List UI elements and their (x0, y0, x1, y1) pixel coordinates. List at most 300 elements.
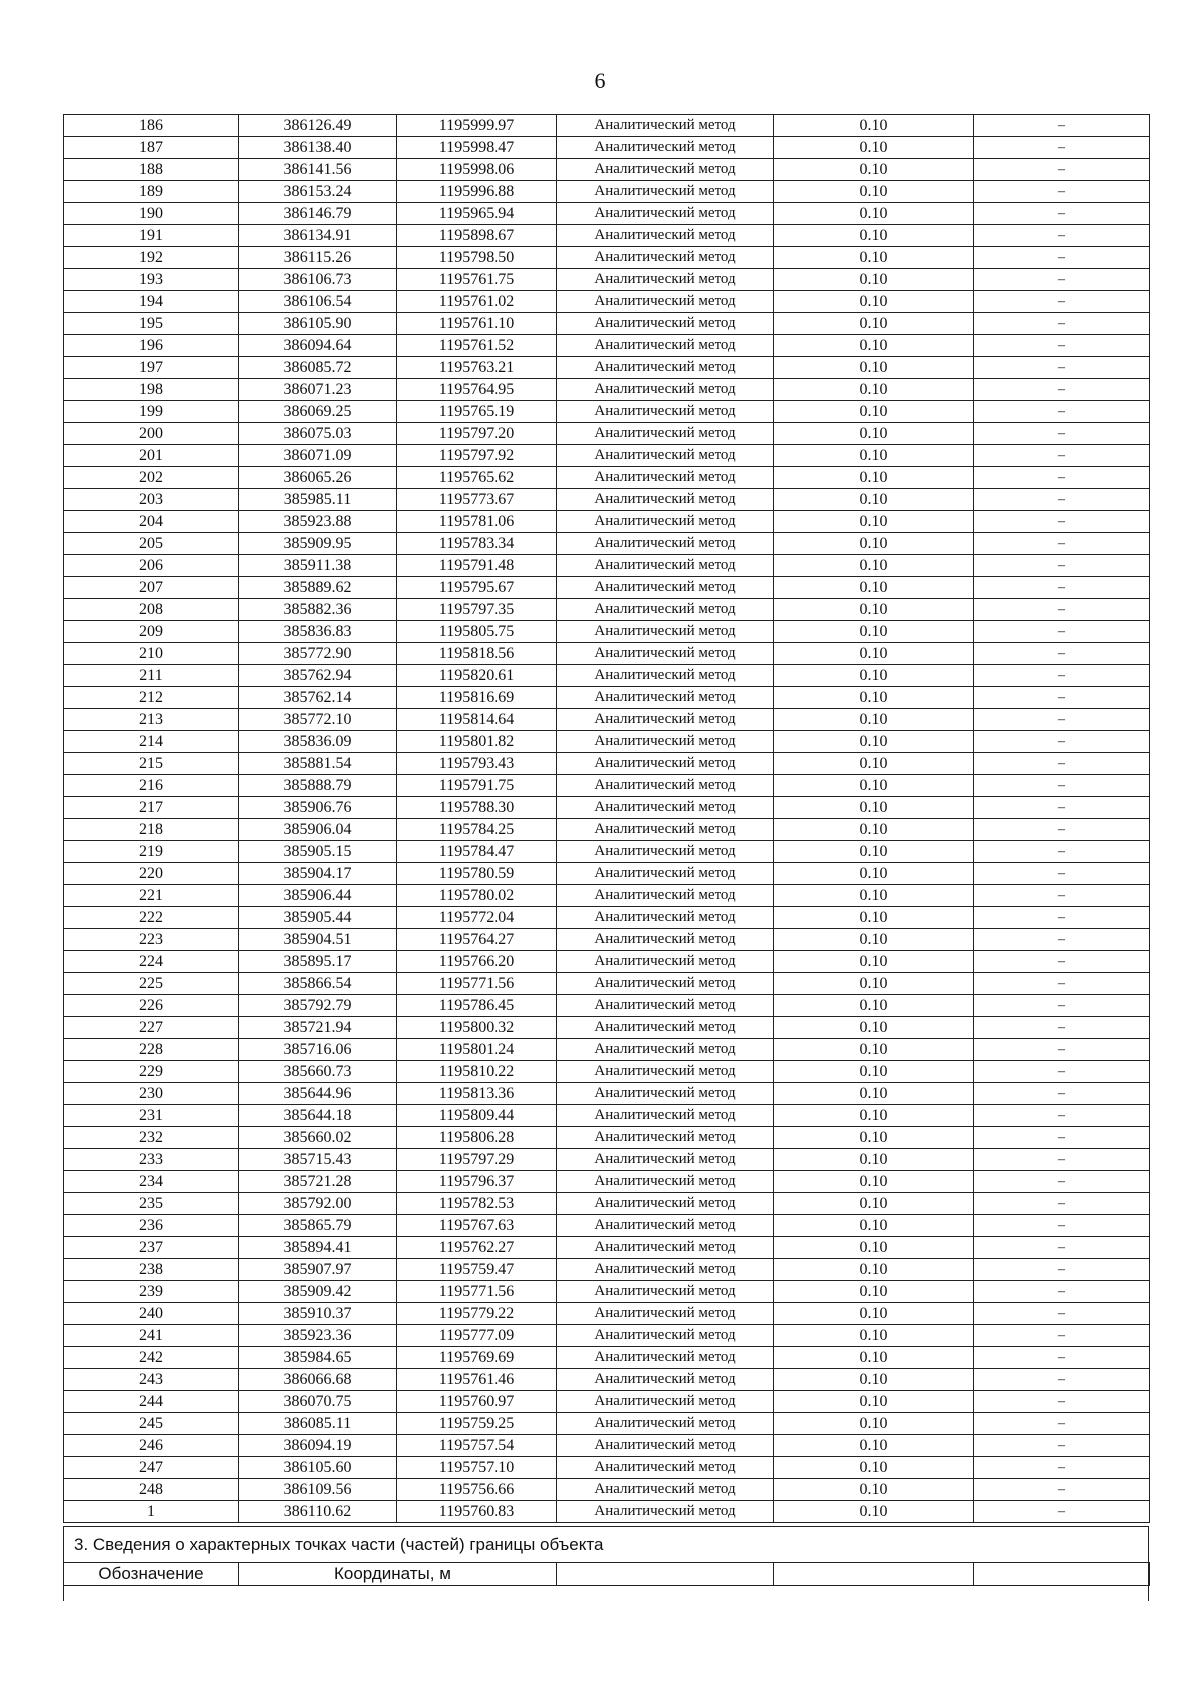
method-cell: Аналитический метод (557, 1149, 774, 1171)
note-cell: – (974, 1281, 1150, 1303)
table-row (64, 137, 1150, 159)
accuracy-cell: 0.10 (774, 577, 974, 599)
x-coordinate-cell: 386106.54 (239, 291, 397, 313)
table-row (64, 863, 1150, 885)
table-row (64, 1413, 1150, 1435)
point-number-cell: 245 (64, 1413, 239, 1435)
table-row (64, 1083, 1150, 1105)
note-cell: – (974, 1083, 1150, 1105)
x-coordinate-cell: 386075.03 (239, 423, 397, 445)
accuracy-cell: 0.10 (774, 995, 974, 1017)
y-coordinate-cell: 1195769.69 (397, 1347, 557, 1369)
table-row (64, 1171, 1150, 1193)
note-cell: – (974, 1435, 1150, 1457)
point-number-cell: 197 (64, 357, 239, 379)
method-cell: Аналитический метод (557, 643, 774, 665)
table-row (64, 489, 1150, 511)
method-cell: Аналитический метод (557, 577, 774, 599)
y-coordinate-cell: 1195763.21 (397, 357, 557, 379)
point-number-cell: 238 (64, 1259, 239, 1281)
table-row (64, 357, 1150, 379)
y-coordinate-cell: 1195805.75 (397, 621, 557, 643)
accuracy-cell: 0.10 (774, 753, 974, 775)
accuracy-cell: 0.10 (774, 885, 974, 907)
point-number-cell: 213 (64, 709, 239, 731)
method-cell: Аналитический метод (557, 489, 774, 511)
method-cell: Аналитический метод (557, 819, 774, 841)
y-coordinate-cell: 1195998.47 (397, 137, 557, 159)
empty-header-cell (974, 1563, 1150, 1586)
x-coordinate-cell: 385836.83 (239, 621, 397, 643)
method-cell: Аналитический метод (557, 313, 774, 335)
note-cell: – (974, 1479, 1150, 1501)
accuracy-cell: 0.10 (774, 291, 974, 313)
point-number-cell: 216 (64, 775, 239, 797)
y-coordinate-cell: 1195813.36 (397, 1083, 557, 1105)
accuracy-cell: 0.10 (774, 467, 974, 489)
table-row (64, 643, 1150, 665)
point-number-cell: 209 (64, 621, 239, 643)
accuracy-cell: 0.10 (774, 269, 974, 291)
method-cell: Аналитический метод (557, 621, 774, 643)
method-cell: Аналитический метод (557, 115, 774, 137)
method-cell: Аналитический метод (557, 1281, 774, 1303)
point-number-cell: 235 (64, 1193, 239, 1215)
accuracy-cell: 0.10 (774, 775, 974, 797)
accuracy-cell: 0.10 (774, 665, 974, 687)
table-row (64, 907, 1150, 929)
table-row (64, 1325, 1150, 1347)
y-coordinate-cell: 1195795.67 (397, 577, 557, 599)
x-coordinate-cell: 386094.64 (239, 335, 397, 357)
y-coordinate-cell: 1195820.61 (397, 665, 557, 687)
accuracy-cell: 0.10 (774, 1435, 974, 1457)
y-coordinate-cell: 1195783.34 (397, 533, 557, 555)
y-coordinate-cell: 1195767.63 (397, 1215, 557, 1237)
note-cell: – (974, 335, 1150, 357)
y-coordinate-cell: 1195761.46 (397, 1369, 557, 1391)
x-coordinate-cell: 385721.94 (239, 1017, 397, 1039)
table-row (64, 1127, 1150, 1149)
x-coordinate-cell: 385792.00 (239, 1193, 397, 1215)
note-cell: – (974, 269, 1150, 291)
method-cell: Аналитический метод (557, 1061, 774, 1083)
table-row (64, 1281, 1150, 1303)
note-cell: – (974, 841, 1150, 863)
method-cell: Аналитический метод (557, 247, 774, 269)
x-coordinate-cell: 386138.40 (239, 137, 397, 159)
table-row (64, 1237, 1150, 1259)
section-3-title: 3. Сведения о характерных точках части (частей) границы объекта (74, 1535, 604, 1554)
y-coordinate-cell: 1195761.02 (397, 291, 557, 313)
point-number-cell: 225 (64, 973, 239, 995)
note-cell: – (974, 907, 1150, 929)
x-coordinate-cell: 386141.56 (239, 159, 397, 181)
y-coordinate-cell: 1195996.88 (397, 181, 557, 203)
point-number-cell: 196 (64, 335, 239, 357)
point-number-cell: 204 (64, 511, 239, 533)
method-cell: Аналитический метод (557, 973, 774, 995)
x-coordinate-cell: 386134.91 (239, 225, 397, 247)
accuracy-cell: 0.10 (774, 1259, 974, 1281)
note-cell: – (974, 1127, 1150, 1149)
point-number-cell: 193 (64, 269, 239, 291)
y-coordinate-cell: 1195760.83 (397, 1501, 557, 1523)
x-coordinate-cell: 386106.73 (239, 269, 397, 291)
accuracy-cell: 0.10 (774, 1237, 974, 1259)
table-row (64, 819, 1150, 841)
x-coordinate-cell: 385906.44 (239, 885, 397, 907)
y-coordinate-cell: 1195999.97 (397, 115, 557, 137)
table-row (64, 335, 1150, 357)
point-number-cell: 222 (64, 907, 239, 929)
y-coordinate-cell: 1195797.35 (397, 599, 557, 621)
accuracy-cell: 0.10 (774, 599, 974, 621)
x-coordinate-cell: 385881.54 (239, 753, 397, 775)
table-row (64, 1479, 1150, 1501)
accuracy-cell: 0.10 (774, 797, 974, 819)
y-coordinate-cell: 1195756.66 (397, 1479, 557, 1501)
point-number-cell: 247 (64, 1457, 239, 1479)
x-coordinate-cell: 385923.88 (239, 511, 397, 533)
y-coordinate-cell: 1195793.43 (397, 753, 557, 775)
point-number-cell: 195 (64, 313, 239, 335)
method-cell: Аналитический метод (557, 1391, 774, 1413)
x-coordinate-cell: 386085.11 (239, 1413, 397, 1435)
point-number-cell: 233 (64, 1149, 239, 1171)
note-cell: – (974, 1215, 1150, 1237)
section-3-header-row (64, 1563, 1150, 1586)
point-number-cell: 229 (64, 1061, 239, 1083)
method-cell: Аналитический метод (557, 445, 774, 467)
table-row (64, 401, 1150, 423)
note-cell: – (974, 621, 1150, 643)
table-row (64, 841, 1150, 863)
x-coordinate-cell: 385905.15 (239, 841, 397, 863)
accuracy-cell: 0.10 (774, 1347, 974, 1369)
y-coordinate-cell: 1195762.27 (397, 1237, 557, 1259)
x-coordinate-cell: 386070.75 (239, 1391, 397, 1413)
y-coordinate-cell: 1195784.47 (397, 841, 557, 863)
table-row (64, 731, 1150, 753)
table-row (64, 599, 1150, 621)
accuracy-cell: 0.10 (774, 643, 974, 665)
point-number-cell: 207 (64, 577, 239, 599)
point-number-cell: 199 (64, 401, 239, 423)
point-number-cell: 206 (64, 555, 239, 577)
point-number-cell: 188 (64, 159, 239, 181)
y-coordinate-cell: 1195998.06 (397, 159, 557, 181)
point-number-cell: 223 (64, 929, 239, 951)
method-cell: Аналитический метод (557, 203, 774, 225)
note-cell: – (974, 357, 1150, 379)
method-cell: Аналитический метод (557, 357, 774, 379)
point-number-cell: 210 (64, 643, 239, 665)
accuracy-cell: 0.10 (774, 115, 974, 137)
x-coordinate-cell: 385644.96 (239, 1083, 397, 1105)
section-3-header-table (63, 1562, 1150, 1586)
y-coordinate-cell: 1195772.04 (397, 907, 557, 929)
accuracy-cell: 0.10 (774, 1039, 974, 1061)
note-cell: – (974, 643, 1150, 665)
point-number-cell: 217 (64, 797, 239, 819)
point-number-cell: 248 (64, 1479, 239, 1501)
point-number-cell: 189 (64, 181, 239, 203)
x-coordinate-cell: 385772.90 (239, 643, 397, 665)
note-cell: – (974, 137, 1150, 159)
note-cell: – (974, 577, 1150, 599)
point-number-cell: 242 (64, 1347, 239, 1369)
accuracy-cell: 0.10 (774, 687, 974, 709)
y-coordinate-cell: 1195782.53 (397, 1193, 557, 1215)
method-cell: Аналитический метод (557, 1215, 774, 1237)
method-cell: Аналитический метод (557, 555, 774, 577)
table-row (64, 753, 1150, 775)
method-cell: Аналитический метод (557, 1171, 774, 1193)
method-cell: Аналитический метод (557, 1083, 774, 1105)
x-coordinate-cell: 385772.10 (239, 709, 397, 731)
y-coordinate-cell: 1195818.56 (397, 643, 557, 665)
x-coordinate-cell: 385882.36 (239, 599, 397, 621)
accuracy-cell: 0.10 (774, 951, 974, 973)
table-row (64, 1435, 1150, 1457)
point-number-cell: 220 (64, 863, 239, 885)
x-coordinate-cell: 386115.26 (239, 247, 397, 269)
note-cell: – (974, 1501, 1150, 1523)
y-coordinate-cell: 1195771.56 (397, 1281, 557, 1303)
x-coordinate-cell: 386065.26 (239, 467, 397, 489)
y-coordinate-cell: 1195810.22 (397, 1061, 557, 1083)
accuracy-cell: 0.10 (774, 335, 974, 357)
point-number-cell: 246 (64, 1435, 239, 1457)
method-cell: Аналитический метод (557, 159, 774, 181)
x-coordinate-cell: 385866.54 (239, 973, 397, 995)
accuracy-cell: 0.10 (774, 841, 974, 863)
note-cell: – (974, 555, 1150, 577)
x-coordinate-cell: 385923.36 (239, 1325, 397, 1347)
note-cell: – (974, 1347, 1150, 1369)
note-cell: – (974, 731, 1150, 753)
table-row (64, 203, 1150, 225)
note-cell: – (974, 379, 1150, 401)
note-cell: – (974, 665, 1150, 687)
point-number-cell: 236 (64, 1215, 239, 1237)
point-number-cell: 228 (64, 1039, 239, 1061)
y-coordinate-cell: 1195764.95 (397, 379, 557, 401)
point-number-cell: 244 (64, 1391, 239, 1413)
accuracy-cell: 0.10 (774, 1413, 974, 1435)
point-number-cell: 194 (64, 291, 239, 313)
note-cell: – (974, 1149, 1150, 1171)
note-cell: – (974, 929, 1150, 951)
note-cell: – (974, 1171, 1150, 1193)
y-coordinate-cell: 1195761.75 (397, 269, 557, 291)
y-coordinate-cell: 1195761.52 (397, 335, 557, 357)
y-coordinate-cell: 1195806.28 (397, 1127, 557, 1149)
table-row (64, 1259, 1150, 1281)
table-row (64, 687, 1150, 709)
y-coordinate-cell: 1195797.92 (397, 445, 557, 467)
method-cell: Аналитический метод (557, 269, 774, 291)
accuracy-cell: 0.10 (774, 1215, 974, 1237)
point-number-cell: 240 (64, 1303, 239, 1325)
point-number-cell: 187 (64, 137, 239, 159)
y-coordinate-cell: 1195797.20 (397, 423, 557, 445)
point-number-cell: 214 (64, 731, 239, 753)
method-cell: Аналитический метод (557, 951, 774, 973)
point-number-cell: 224 (64, 951, 239, 973)
y-coordinate-cell: 1195898.67 (397, 225, 557, 247)
table-row (64, 1303, 1150, 1325)
table-row (64, 995, 1150, 1017)
accuracy-cell: 0.10 (774, 137, 974, 159)
x-coordinate-cell: 385907.97 (239, 1259, 397, 1281)
note-cell: – (974, 1303, 1150, 1325)
table-row (64, 269, 1150, 291)
x-coordinate-cell: 386105.90 (239, 313, 397, 335)
y-coordinate-cell: 1195757.10 (397, 1457, 557, 1479)
y-coordinate-cell: 1195965.94 (397, 203, 557, 225)
note-cell: – (974, 1325, 1150, 1347)
point-number-cell: 203 (64, 489, 239, 511)
note-cell: – (974, 181, 1150, 203)
accuracy-cell: 0.10 (774, 1303, 974, 1325)
point-number-cell: 205 (64, 533, 239, 555)
accuracy-cell: 0.10 (774, 357, 974, 379)
table-row (64, 1061, 1150, 1083)
x-coordinate-cell: 386071.23 (239, 379, 397, 401)
table-row (64, 291, 1150, 313)
method-cell: Аналитический метод (557, 379, 774, 401)
x-coordinate-cell: 385894.41 (239, 1237, 397, 1259)
x-coordinate-cell: 385762.94 (239, 665, 397, 687)
table-row (64, 797, 1150, 819)
method-cell: Аналитический метод (557, 753, 774, 775)
table-row (64, 1501, 1150, 1523)
point-number-cell: 232 (64, 1127, 239, 1149)
accuracy-cell: 0.10 (774, 511, 974, 533)
accuracy-cell: 0.10 (774, 819, 974, 841)
y-coordinate-cell: 1195780.59 (397, 863, 557, 885)
y-coordinate-cell: 1195765.19 (397, 401, 557, 423)
note-cell: – (974, 1457, 1150, 1479)
point-number-cell: 186 (64, 115, 239, 137)
point-number-cell: 219 (64, 841, 239, 863)
point-number-cell: 218 (64, 819, 239, 841)
point-number-cell: 237 (64, 1237, 239, 1259)
note-cell: – (974, 115, 1150, 137)
method-cell: Аналитический метод (557, 467, 774, 489)
point-number-cell: 190 (64, 203, 239, 225)
table-row (64, 533, 1150, 555)
accuracy-cell: 0.10 (774, 1479, 974, 1501)
accuracy-cell: 0.10 (774, 203, 974, 225)
method-cell: Аналитический метод (557, 1347, 774, 1369)
y-coordinate-cell: 1195798.50 (397, 247, 557, 269)
table-row (64, 225, 1150, 247)
accuracy-cell: 0.10 (774, 1061, 974, 1083)
y-coordinate-cell: 1195797.29 (397, 1149, 557, 1171)
note-cell: – (974, 775, 1150, 797)
accuracy-cell: 0.10 (774, 621, 974, 643)
x-coordinate-cell: 385644.18 (239, 1105, 397, 1127)
point-number-cell: 215 (64, 753, 239, 775)
y-coordinate-cell: 1195771.56 (397, 973, 557, 995)
method-cell: Аналитический метод (557, 1237, 774, 1259)
point-number-cell: 234 (64, 1171, 239, 1193)
x-coordinate-cell: 386109.56 (239, 1479, 397, 1501)
accuracy-cell: 0.10 (774, 929, 974, 951)
x-coordinate-cell: 385910.37 (239, 1303, 397, 1325)
table-row (64, 467, 1150, 489)
y-coordinate-cell: 1195784.25 (397, 819, 557, 841)
accuracy-cell: 0.10 (774, 379, 974, 401)
method-cell: Аналитический метод (557, 863, 774, 885)
method-cell: Аналитический метод (557, 1105, 774, 1127)
y-coordinate-cell: 1195791.75 (397, 775, 557, 797)
point-number-cell: 211 (64, 665, 239, 687)
coordinates-table (63, 114, 1150, 1523)
note-cell: – (974, 1369, 1150, 1391)
x-coordinate-cell: 385906.04 (239, 819, 397, 841)
x-coordinate-cell: 386071.09 (239, 445, 397, 467)
method-cell: Аналитический метод (557, 291, 774, 313)
note-cell: – (974, 203, 1150, 225)
y-coordinate-cell: 1195765.62 (397, 467, 557, 489)
method-cell: Аналитический метод (557, 665, 774, 687)
x-coordinate-cell: 385904.51 (239, 929, 397, 951)
y-coordinate-cell: 1195801.82 (397, 731, 557, 753)
table-row (64, 511, 1150, 533)
note-cell: – (974, 1193, 1150, 1215)
note-cell: – (974, 423, 1150, 445)
accuracy-cell: 0.10 (774, 401, 974, 423)
table-row (64, 577, 1150, 599)
table-row (64, 1039, 1150, 1061)
y-coordinate-cell: 1195801.24 (397, 1039, 557, 1061)
accuracy-cell: 0.10 (774, 1105, 974, 1127)
accuracy-cell: 0.10 (774, 1281, 974, 1303)
note-cell: – (974, 401, 1150, 423)
accuracy-cell: 0.10 (774, 1017, 974, 1039)
point-number-cell: 198 (64, 379, 239, 401)
method-cell: Аналитический метод (557, 1413, 774, 1435)
method-cell: Аналитический метод (557, 511, 774, 533)
accuracy-cell: 0.10 (774, 555, 974, 577)
y-coordinate-cell: 1195766.20 (397, 951, 557, 973)
note-cell: – (974, 1105, 1150, 1127)
y-coordinate-cell: 1195809.44 (397, 1105, 557, 1127)
accuracy-cell: 0.10 (774, 445, 974, 467)
accuracy-cell: 0.10 (774, 1391, 974, 1413)
table-row (64, 423, 1150, 445)
x-coordinate-cell: 385716.06 (239, 1039, 397, 1061)
method-cell: Аналитический метод (557, 225, 774, 247)
accuracy-cell: 0.10 (774, 1369, 974, 1391)
point-number-cell: 202 (64, 467, 239, 489)
y-coordinate-cell: 1195788.30 (397, 797, 557, 819)
accuracy-cell: 0.10 (774, 225, 974, 247)
x-coordinate-cell: 385889.62 (239, 577, 397, 599)
table-row (64, 445, 1150, 467)
table-row (64, 555, 1150, 577)
method-cell: Аналитический метод (557, 1435, 774, 1457)
note-cell: – (974, 467, 1150, 489)
y-coordinate-cell: 1195800.32 (397, 1017, 557, 1039)
x-coordinate-cell: 386126.49 (239, 115, 397, 137)
method-cell: Аналитический метод (557, 885, 774, 907)
y-coordinate-cell: 1195779.22 (397, 1303, 557, 1325)
